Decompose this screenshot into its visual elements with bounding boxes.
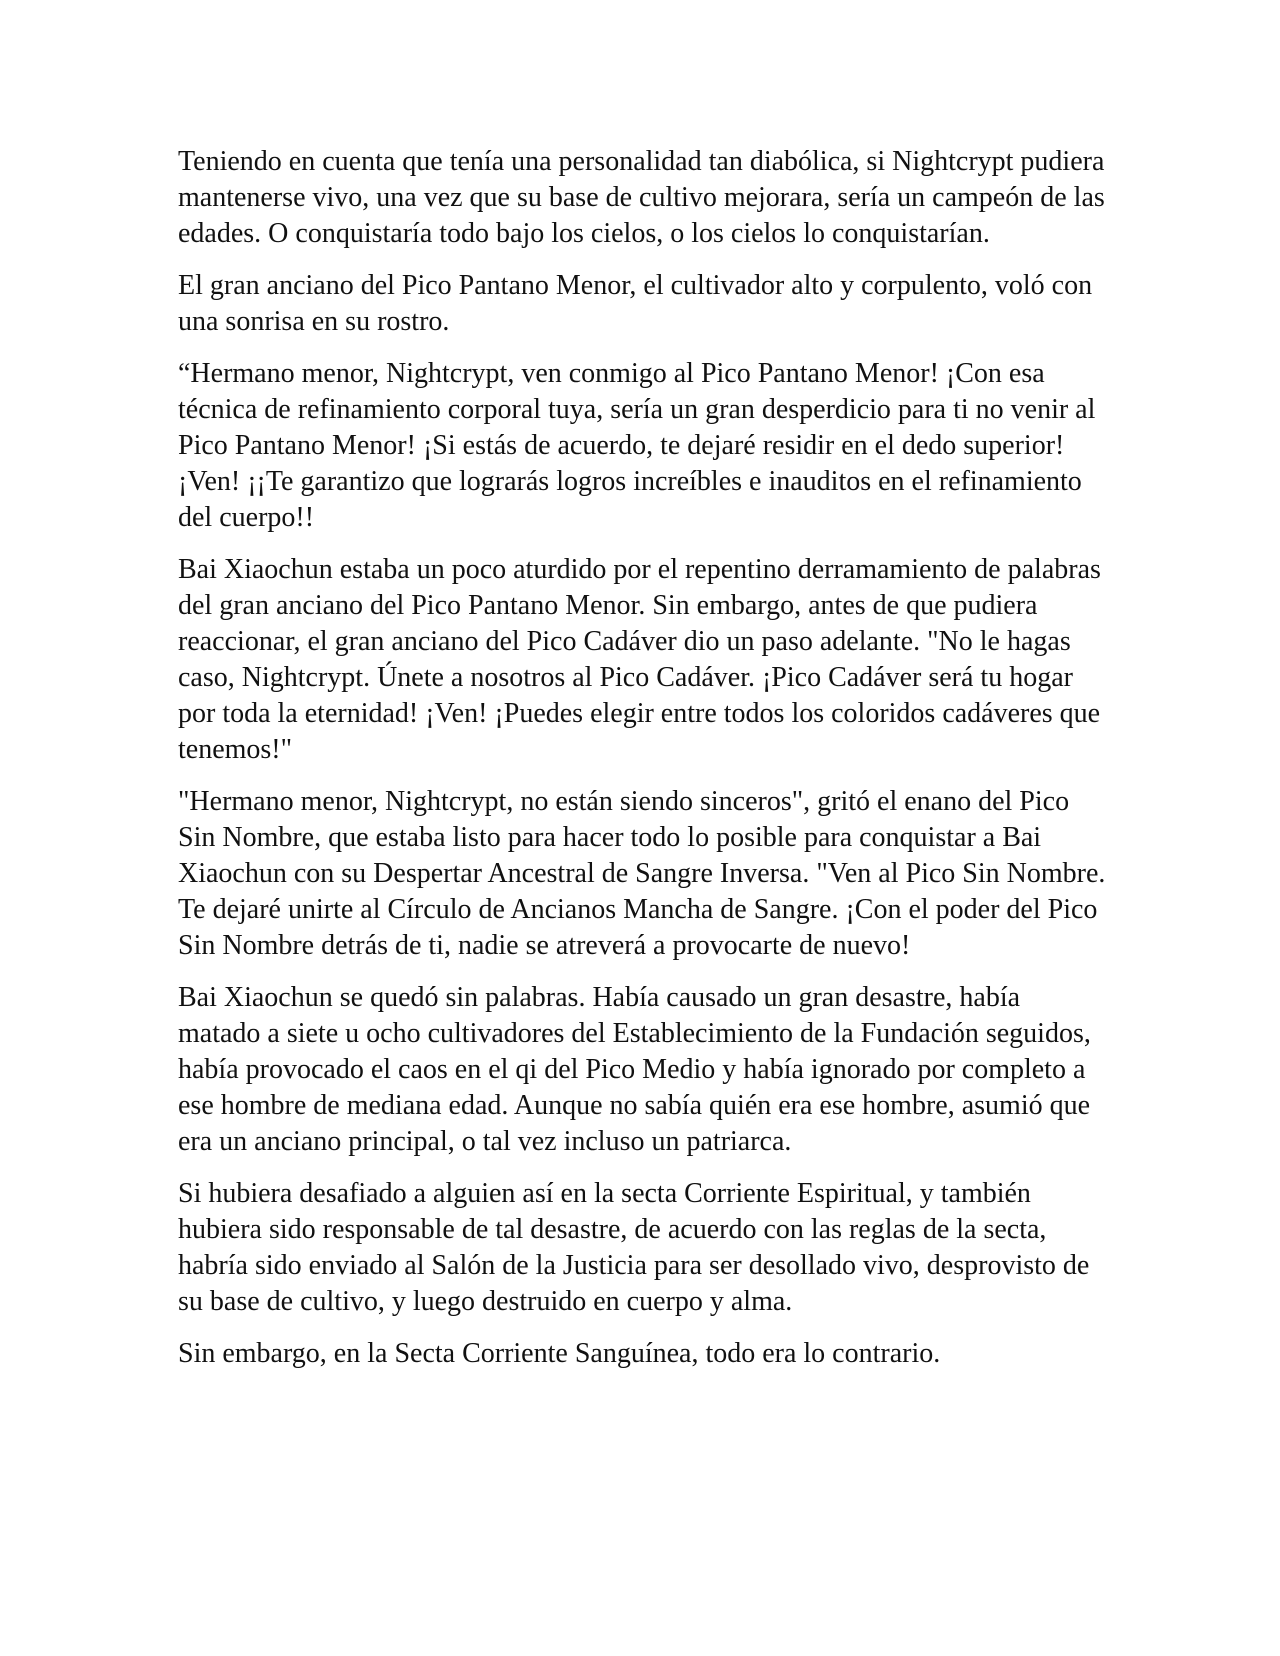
paragraph: "Hermano menor, Nightcrypt, no están siendo sinceros", gritó el enano del Pico Sin Nombre, que estaba listo para hacer todo lo posible para conquistar a Bai Xiaochun con su Despertar Ancestral de Sangre Inversa. "Ven al Pico Sin Nombre. Te dejaré unirte al Círculo de Ancianos Mancha de Sangre. ¡Con el poder del Pico Sin Nombre detrás de ti, nadie se atreverá a provocarte de nuevo! [178,786,1106,961]
paragraph: Bai Xiaochun se quedó sin palabras. Había causado un gran desastre, había matado a siete u ocho cultivadores del Establecimiento de la Fundación seguidos, había provocado el caos en el qi del Pico Medio y había ignorado por completo a ese hombre de mediana edad. Aunque no sabía quién era ese hombre, asumió que era un anciano principal, o tal vez incluso un patriarca. [178,982,1091,1157]
document-page [178,144,1108,1388]
paragraph: Teniendo en cuenta que tenía una personalidad tan diabólica, si Nightcrypt pudiera mantenerse vivo, una vez que su base de cultivo mejorara, sería un campeón de las edades. O conquistaría todo bajo los cielos, o los cielos lo conquistarían. [178,146,1105,249]
paragraph: Si hubiera desafiado a alguien así en la secta Corriente Espiritual, y también hubiera sido responsable de tal desastre, de acuerdo con las reglas de la secta, habría sido enviado al Salón de la Justicia para ser desollado vivo, desprovisto de su base de cultivo, y luego destruido en cuerpo y alma. [178,1178,1090,1317]
paragraph: “Hermano menor, Nightcrypt, ven conmigo al Pico Pantano Menor! ¡Con esa técnica de refinamiento corporal tuya, sería un gran desperdicio para ti no venir al Pico Pantano Menor! ¡Si estás de acuerdo, te dejaré residir en el dedo superior! ¡Ven! ¡¡Te garantizo que lograrás logros increíbles e inauditos en el refinamiento del cuerpo!! [178,358,1096,533]
paragraph: Sin embargo, en la Secta Corriente Sanguínea, todo era lo contrario. [178,1338,941,1369]
paragraph: Bai Xiaochun estaba un poco aturdido por el repentino derramamiento de palabras del gran anciano del Pico Pantano Menor. Sin embargo, antes de que pudiera reaccionar, el gran anciano del Pico Cadáver dio un paso adelante. "No le hagas caso, Nightcrypt. Únete a nosotros al Pico Cadáver. ¡Pico Cadáver será tu hogar por toda la eternidad! ¡Ven! ¡Puedes elegir entre todos los coloridos cadáveres que tenemos!" [178,554,1101,765]
paragraph: El gran anciano del Pico Pantano Menor, el cultivador alto y corpulento, voló con una sonrisa en su rostro. [178,270,1093,337]
